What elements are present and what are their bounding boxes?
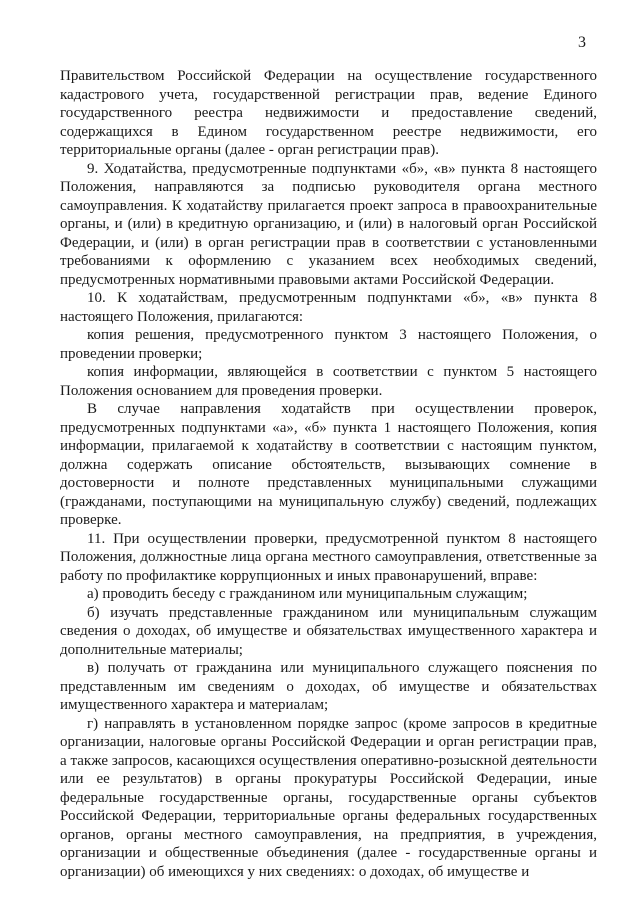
paragraph-information-copy: копия информации, являющейся в соответствии с пунктом 5 настоящего Положения основанием для проведения проверки. [60, 364, 597, 399]
paragraph-continuation: Правительством Российской Федерации на осуществление государственного кадастрового учета, государственной регистрации прав, ведение Единого государственного реестра недвижимости и предоставление сведений, содержащихся в Едином государственном реестре недвижимости, его территориальные органы (далее - орган регистрации прав). [60, 68, 597, 158]
paragraph-item-9: 9. Ходатайства, предусмотренные подпунктами «б», «в» пункта 8 настоящего Положения, направляются за подписью руководителя органа местного самоуправления. К ходатайству прилагается проект запроса в правоохранительные органы, и (или) в кредитную организацию, и (или) в налоговый орган Российской Федерации, и (или) в орган регистрации прав в соответствии с установленными требованиями к оформлению с указанием всех необходимых сведений, предусмотренных нормативными правовыми актами Российской Федерации. [60, 160, 597, 288]
paragraph-subitem-a: а) проводить беседу с гражданином или муниципальным служащим; [87, 586, 528, 602]
paragraph-decision-copy: копия решения, предусмотренного пунктом 3 настоящего Положения, о проведении проверки; [60, 327, 597, 362]
paragraph-item-11: 11. При осуществлении проверки, предусмотренной пунктом 8 настоящего Положения, должностные лица органа местного самоуправления, ответственные за работу по профилактике коррупционных и иных правонарушений, вправе: [60, 530, 597, 584]
paragraph-petition-case: В случае направления ходатайств при осуществлении проверок, предусмотренных подпунктами «а», «б» пункта 1 настоящего Положения, копия информации, прилагаемой к ходатайству в соответствии с настоящим пунктом, должна содержать описание обстоятельств, вызывающих сомнение в достоверности и полноте представленных муниципальными служащими (гражданами, поступающими на муниципальную службу) сведений, подлежащих проверке. [60, 401, 597, 528]
paragraph-subitem-v: в) получать от гражданина или муниципального служащего пояснения по представленным им сведениям о доходах, об имуществе и обязательствах имущественного характера и материалам; [60, 660, 597, 713]
document-body [60, 67, 597, 881]
page-number: 3 [578, 34, 586, 51]
paragraph-item-10: 10. К ходатайствам, предусмотренным подпунктами «б», «в» пункта 8 настоящего Положения, прилагаются: [60, 290, 597, 325]
paragraph-subitem-b: б) изучать представленные гражданином или муниципальным служащим сведения о доходах, об имуществе и обязательствах имущественного характера и дополнительные материалы; [60, 604, 597, 658]
paragraph-subitem-g: г) направлять в установленном порядке запрос (кроме запросов в кредитные организации, налоговые органы Российской Федерации и орган регистрации прав, а также запросов, касающихся осуществления оперативно-розыскной деятельности или ее результатов) в органы прокуратуры Российской Федерации, иные федеральные государственные органы, государственные органы субъектов Российской Федерации, территориальные органы федеральных государственных органов, органы местного самоуправления, на предприятия, в учреждения, организации и общественные объединения (далее - государственные органы и организации) об имеющихся у них сведениях: о доходах, об имуществе и [60, 715, 597, 880]
